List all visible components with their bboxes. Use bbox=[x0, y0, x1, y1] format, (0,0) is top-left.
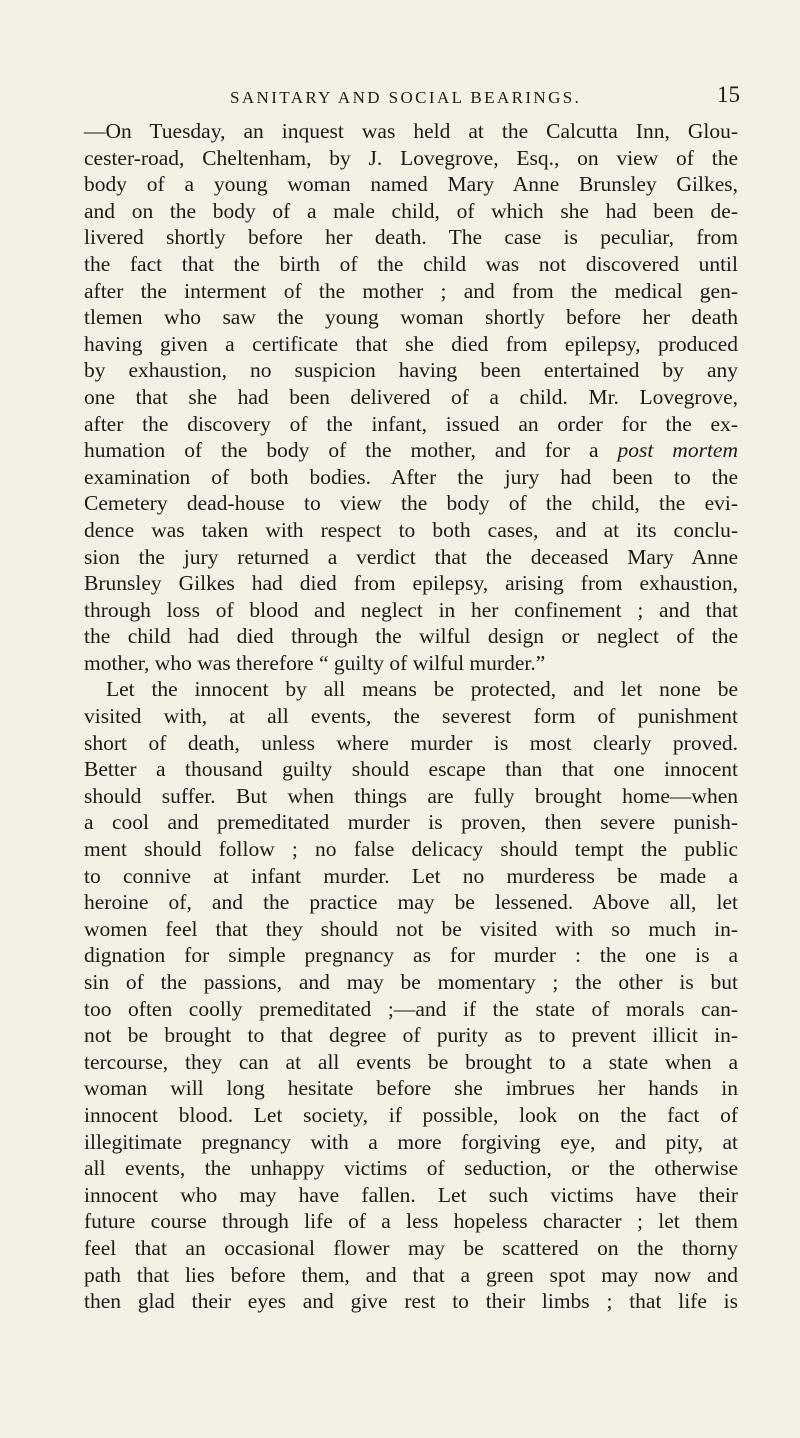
text-line: not be brought to that degree of purity as to prevent illicit in- bbox=[84, 1023, 738, 1048]
text-line: after the discovery of the infant, issued an order for the ex- bbox=[84, 411, 738, 436]
text-line: humation of the body of the mother, and for a post mortem bbox=[84, 438, 738, 463]
body-text bbox=[84, 118, 738, 1315]
text-line: tercourse, they can at all events be brought to a state when a bbox=[84, 1049, 738, 1074]
text-line: livered shortly before her death. The case is peculiar, from bbox=[84, 225, 738, 250]
text-line: tlemen who saw the young woman shortly before her death bbox=[84, 305, 738, 330]
text-line: examination of both bodies. After the jury had been to the bbox=[84, 464, 738, 489]
text-line: Let the innocent by all means be protected, and let none be bbox=[106, 677, 738, 702]
text-line: ment should follow ; no false delicacy should tempt the public bbox=[84, 837, 738, 862]
text-line: one that she had been delivered of a child. Mr. Lovegrove, bbox=[84, 384, 738, 409]
text-line: the fact that the birth of the child was not discovered until bbox=[84, 251, 738, 276]
text-line: woman will long hesitate before she imbrues her hands in bbox=[84, 1076, 738, 1101]
text-line: a cool and premeditated murder is proven, then severe punish- bbox=[84, 810, 738, 835]
text-line: by exhaustion, no suspicion having been entertained by any bbox=[84, 358, 738, 383]
text-line: short of death, unless where murder is most clearly proved. bbox=[84, 730, 738, 755]
text-line: Brunsley Gilkes had died from epilepsy, arising from exhaustion, bbox=[84, 571, 738, 596]
text-line: to connive at infant murder. Let no murderess be made a bbox=[84, 863, 738, 888]
text-line: Cemetery dead-house to view the body of the child, the evi- bbox=[84, 491, 738, 516]
text-line: too often coolly premeditated ;—and if the state of morals can- bbox=[84, 996, 738, 1021]
text-line: then glad their eyes and give rest to their limbs ; that life is bbox=[84, 1289, 738, 1314]
text-line: Better a thousand guilty should escape than that one innocent bbox=[84, 757, 738, 782]
text-line: all events, the unhappy victims of seduction, or the otherwise bbox=[84, 1156, 738, 1181]
text-line: women feel that they should not be visited with so much in- bbox=[84, 916, 738, 941]
text-line: through loss of blood and neglect in her confinement ; and that bbox=[84, 597, 738, 622]
text-line: body of a young woman named Mary Anne Brunsley Gilkes, bbox=[84, 172, 738, 197]
text-line: —On Tuesday, an inquest was held at the Calcutta Inn, Glou- bbox=[84, 119, 738, 143]
text-line: should suffer. But when things are fully brought home—when bbox=[84, 783, 738, 808]
text-line: the child had died through the wilful design or neglect of the bbox=[84, 624, 738, 649]
text-line: sin of the passions, and may be momentary ; the other is but bbox=[84, 970, 738, 994]
page-header bbox=[60, 82, 740, 116]
text-line: dence was taken with respect to both cases, and at its conclu- bbox=[84, 517, 738, 542]
running-head: SANITARY AND SOCIAL BEARINGS. bbox=[230, 88, 582, 107]
text-line: visited with, at all events, the severest form of punishment bbox=[84, 704, 738, 729]
text-line: path that lies before them, and that a green spot may now and bbox=[84, 1262, 738, 1287]
text-line: dignation for simple pregnancy as for murder : the one is a bbox=[84, 943, 738, 968]
text-line: sion the jury returned a verdict that the deceased Mary Anne bbox=[84, 544, 738, 569]
text-line: heroine of, and the practice may be lessened. Above all, let bbox=[84, 890, 738, 915]
text-line: illegitimate pregnancy with a more forgiving eye, and pity, at bbox=[84, 1129, 738, 1154]
text-line: innocent who may have fallen. Let such victims have their bbox=[84, 1182, 738, 1207]
text-line: mother, who was therefore “ guilty of wilful murder.” bbox=[84, 650, 546, 675]
text-line: after the interment of the mother ; and from the medical gen- bbox=[84, 278, 738, 303]
text-line: having given a certificate that she died from epilepsy, produced bbox=[84, 331, 738, 356]
text-line: cester-road, Cheltenham, by J. Lovegrove, Esq., on view of the bbox=[84, 145, 738, 170]
text-line: future course through life of a less hopeless character ; let them bbox=[84, 1209, 738, 1234]
page-number: 15 bbox=[717, 82, 740, 107]
italic-phrase: post mortem bbox=[617, 438, 738, 463]
text-line: innocent blood. Let society, if possible, look on the fact of bbox=[84, 1102, 738, 1127]
text-line: and on the body of a male child, of which she had been de- bbox=[84, 198, 738, 223]
text-line: feel that an occasional flower may be scattered on the thorny bbox=[84, 1235, 738, 1260]
